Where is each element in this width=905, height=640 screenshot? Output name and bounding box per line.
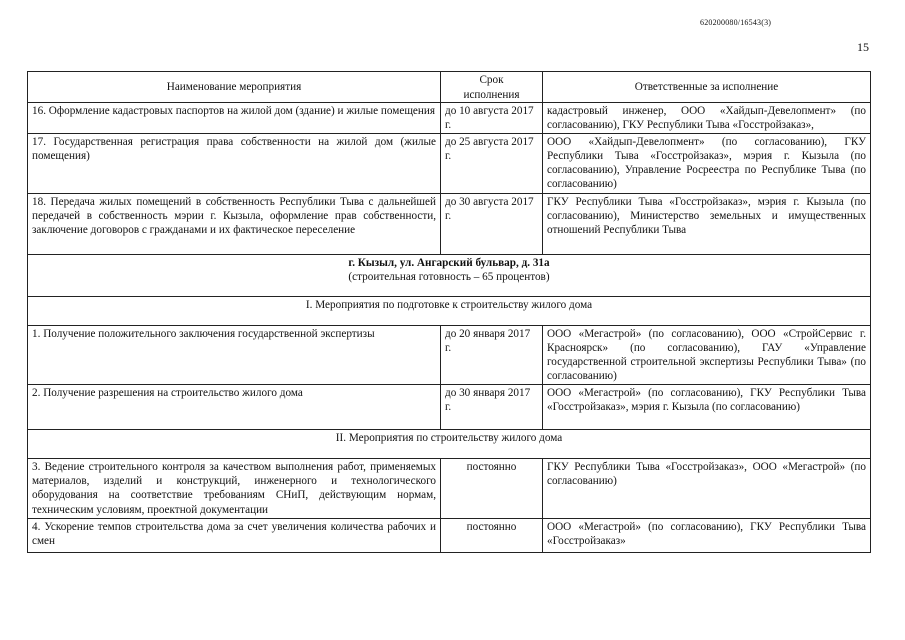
table-row (28, 458, 871, 518)
row-name: 1. Получение положительного заключения государственной экспертизы (28, 325, 441, 384)
row-responsible: ГКУ Республики Тыва «Госстройзаказ», ООО «Мегастрой» (по согласованию) (543, 458, 871, 518)
row-name: 3. Ведение строительного контроля за качеством выполнения работ, применяемых материалов, изделий и конструкций, инженерного и технологического оборудования на соответствие требованиям СНиП, действующим нормам, техническим условиям, проектной документации (28, 458, 441, 518)
row-term: до 30 августа 2017 г. (441, 193, 543, 254)
table-header-row (28, 72, 871, 103)
row-name: 18. Передача жилых помещений в собственность Республики Тыва с дальнейшей передачей в собственность мэрии г. Кызыла, оформление прав собственности, заключение договоров с гражданами и их фактическое переселение (28, 193, 441, 254)
row-name: 16. Оформление кадастровых паспортов на жилой дом (здание) и жилые помещения (28, 103, 441, 134)
row-term: до 20 января 2017 г. (441, 325, 543, 384)
object-title: г. Кызыл, ул. Ангарский бульвар, д. 31а (348, 256, 550, 269)
object-heading-row (28, 254, 871, 296)
row-responsible: ООО «Мегастрой» (по согласованию), ГКУ Республики Тыва «Госстройзаказ», мэрия г. Кызыла (по согласованию) (543, 384, 871, 429)
header-name: Наименование мероприятия (28, 72, 441, 103)
section-heading-row (28, 429, 871, 458)
row-responsible: ООО «Хайдып-Девелопмент» (по согласованию), ГКУ Республики Тыва «Госстройзаказ», мэрия г. Кызыла (по согласованию), Управление Росреестра по Республике Тыва (по согласованию) (543, 133, 871, 193)
row-term: до 10 августа 2017 г. (441, 103, 543, 134)
table-row (28, 133, 871, 193)
row-responsible: ГКУ Республики Тыва «Госстройзаказ», мэрия г. Кызыла (по согласованию), Министерство земельных и имущественных отношений Республики Тыва (543, 193, 871, 254)
row-term: постоянно (441, 458, 543, 518)
header-responsible: Ответственные за исполнение (543, 72, 871, 103)
page-number: 15 (857, 40, 869, 54)
header-term-line1: Срок (479, 74, 504, 87)
table-row (28, 384, 871, 429)
section-heading-row (28, 296, 871, 325)
section-heading-2: II. Мероприятия по строительству жилого дома (28, 429, 871, 458)
row-term: до 25 августа 2017 г. (441, 133, 543, 193)
table-row (28, 193, 871, 254)
row-responsible: ООО «Мегастрой» (по согласованию), ООО «СтройСервис г. Красноярск» (по согласованию), ГАУ «Управление государственной строительной экспертизы Республики Тыва» (по согласованию) (543, 325, 871, 384)
table-row (28, 103, 871, 134)
table-row (28, 325, 871, 384)
document-id: 620200080/16543(3) (700, 18, 772, 27)
object-subtitle: (строительная готовность – 65 процентов) (348, 270, 550, 283)
header-term-line2: исполнения (463, 88, 520, 101)
row-responsible: кадастровый инженер, ООО «Хайдып-Девелопмент» (по согласованию), ГКУ Республики Тыва «Госстройзаказ», (543, 103, 871, 134)
events-table (27, 71, 871, 553)
object-heading (28, 254, 871, 296)
row-term: до 30 января 2017 г. (441, 384, 543, 429)
row-term: постоянно (441, 518, 543, 552)
row-responsible: ООО «Мегастрой» (по согласованию), ГКУ Республики Тыва «Госстройзаказ» (543, 518, 871, 552)
header-term (441, 72, 543, 103)
section-heading-1: I. Мероприятия по подготовке к строительству жилого дома (28, 296, 871, 325)
table-row (28, 518, 871, 552)
row-name: 4. Ускорение темпов строительства дома за счет увеличения количества рабочих и смен (28, 518, 441, 552)
row-name: 17. Государственная регистрация права собственности на жилой дом (жилые помещения) (28, 133, 441, 193)
row-name: 2. Получение разрешения на строительство жилого дома (28, 384, 441, 429)
